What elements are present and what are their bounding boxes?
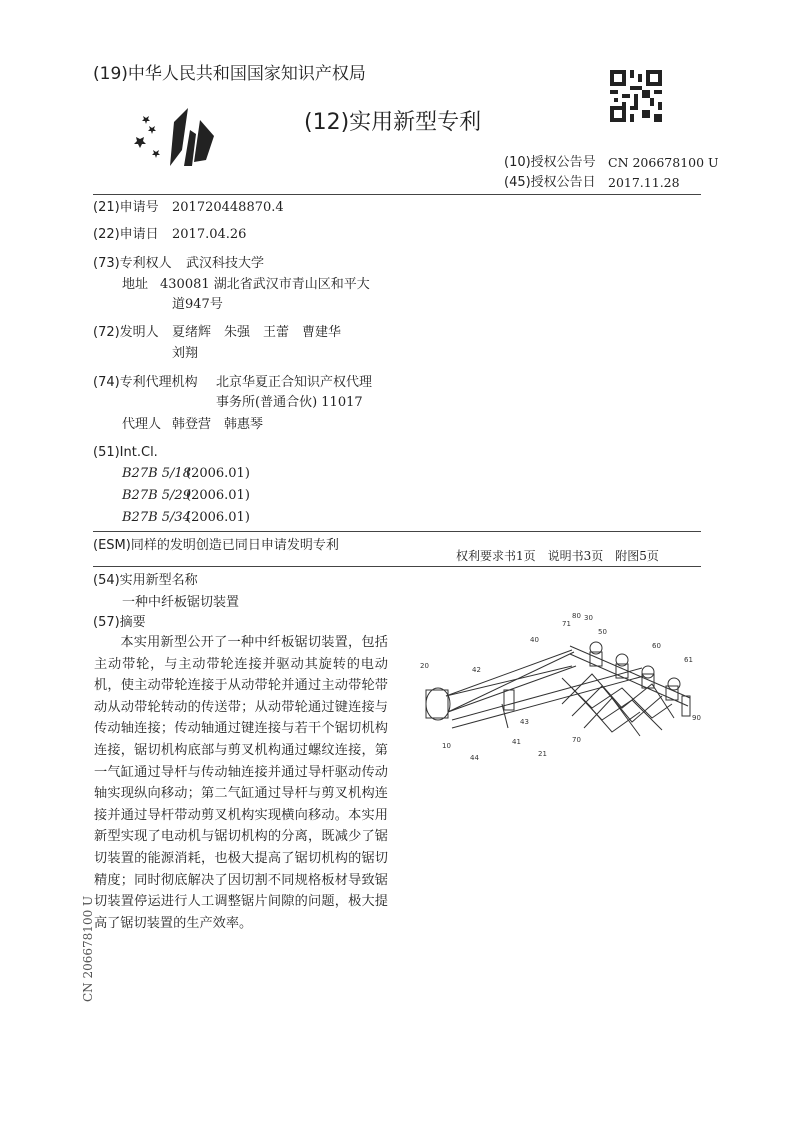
- application-number-label: (21)申请号: [93, 200, 159, 215]
- intcl-label: (51)Int.Cl.: [93, 445, 158, 460]
- document-type: (12)实用新型专利: [304, 110, 482, 135]
- fig-label-80: 80: [572, 612, 581, 620]
- utility-model-title: 一种中纤板锯切装置: [122, 595, 240, 610]
- fig-label-43: 43: [520, 718, 529, 726]
- agent-label: 代理人: [122, 417, 162, 432]
- fig-label-61: 61: [684, 656, 693, 664]
- fig-label-90: 90: [692, 714, 701, 722]
- fig-label-71: 71: [562, 620, 571, 628]
- agency-line-1: 北京华夏正合知识产权代理: [216, 375, 373, 390]
- utility-model-title-label: (54)实用新型名称: [93, 573, 198, 588]
- publication-number: CN 206678100 U: [608, 155, 719, 170]
- fig-label-30: 30: [584, 614, 593, 622]
- intcl-version-2: (2006.01): [186, 488, 250, 503]
- cnipa-logo-icon: [130, 100, 240, 170]
- fig-label-70: 70: [572, 736, 581, 744]
- fig-label-10: 10: [442, 742, 451, 750]
- esm-note: (ESM)同样的发明创造已同日申请发明专利: [93, 538, 339, 553]
- intcl-version-3: (2006.01): [186, 510, 250, 525]
- abstract-label: (57)摘要: [93, 615, 146, 630]
- fig-label-21: 21: [538, 750, 547, 758]
- application-date: 2017.04.26: [172, 227, 247, 242]
- qr-code-icon: [610, 70, 662, 122]
- page-count: 权利要求书1页 说明书3页 附图5页: [456, 549, 659, 563]
- fig-label-41: 41: [512, 738, 521, 746]
- address-line-1: 430081 湖北省武汉市青山区和平大: [160, 277, 370, 292]
- divider: [93, 194, 701, 195]
- intcl-version-1: (2006.01): [186, 466, 250, 481]
- abstract-text: 本实用新型公开了一种中纤板锯切装置，包括主动带轮，与主动带轮连接并驱动其旋转的电动机，使主动带轮连接于从动带轮并通过主动带轮带动从动带轮转动的传送带；从动带轮通过键连接与传动轴连接；传动轴通过键连接与若干个锯切机构连接，锯切机构底部与剪叉机构通过螺纹连接，第一气缸通过导杆与传动轴连接并通过导杆驱动传动轴实现纵向移动；第二气缸通过导杆与剪叉机构连接并通过导杆带动剪叉机构实现横向移动。本实用新型实现了电动机与锯切机构的分离，既减少了锯切装置的能源消耗，也极大提高了锯切机构的锯切精度；同时彻底解决了因切割不同规格板材导致锯切装置停运进行人工调整锯片间隙的问题，极大提高了锯切装置的生产效率。: [94, 635, 388, 931]
- patentee-label: (73)专利权人: [93, 256, 172, 271]
- inventors-line-2: 刘翔: [172, 346, 199, 361]
- saw-device-figure: [412, 608, 710, 768]
- inventors-line-1: 夏绪辉 朱强 王蕾 曹建华: [172, 325, 342, 340]
- address-label: 地址: [122, 277, 149, 292]
- intcl-code-2: B27B 5/29: [122, 488, 191, 503]
- application-date-label: (22)申请日: [93, 227, 159, 242]
- intcl-code-1: B27B 5/18: [122, 466, 191, 481]
- address-line-2: 道947号: [172, 297, 223, 312]
- side-publication-number: CN 206678100 U: [81, 895, 95, 1002]
- fig-label-60: 60: [652, 642, 661, 650]
- fig-label-42: 42: [472, 666, 481, 674]
- office-name: (19)中华人民共和国国家知识产权局: [93, 64, 366, 84]
- abstract-text-block: [94, 632, 388, 934]
- fig-label-40: 40: [530, 636, 539, 644]
- fig-label-20: 20: [420, 662, 429, 670]
- divider: [93, 531, 701, 532]
- inventors-label: (72)发明人: [93, 325, 159, 340]
- intcl-code-3: B27B 5/34: [122, 510, 191, 525]
- agent: 韩登营 韩惠琴: [172, 417, 264, 432]
- publication-date-label: (45)授权公告日: [504, 175, 596, 190]
- application-number: 201720448870.4: [172, 200, 284, 215]
- agency-line-2: 事务所(普通合伙) 11017: [216, 395, 363, 410]
- divider: [93, 566, 701, 567]
- fig-label-44: 44: [470, 754, 479, 762]
- publication-date: 2017.11.28: [608, 175, 680, 190]
- fig-label-50: 50: [598, 628, 607, 636]
- patentee: 武汉科技大学: [186, 256, 265, 271]
- publication-number-label: (10)授权公告号: [504, 155, 596, 170]
- agency-label: (74)专利代理机构: [93, 375, 198, 390]
